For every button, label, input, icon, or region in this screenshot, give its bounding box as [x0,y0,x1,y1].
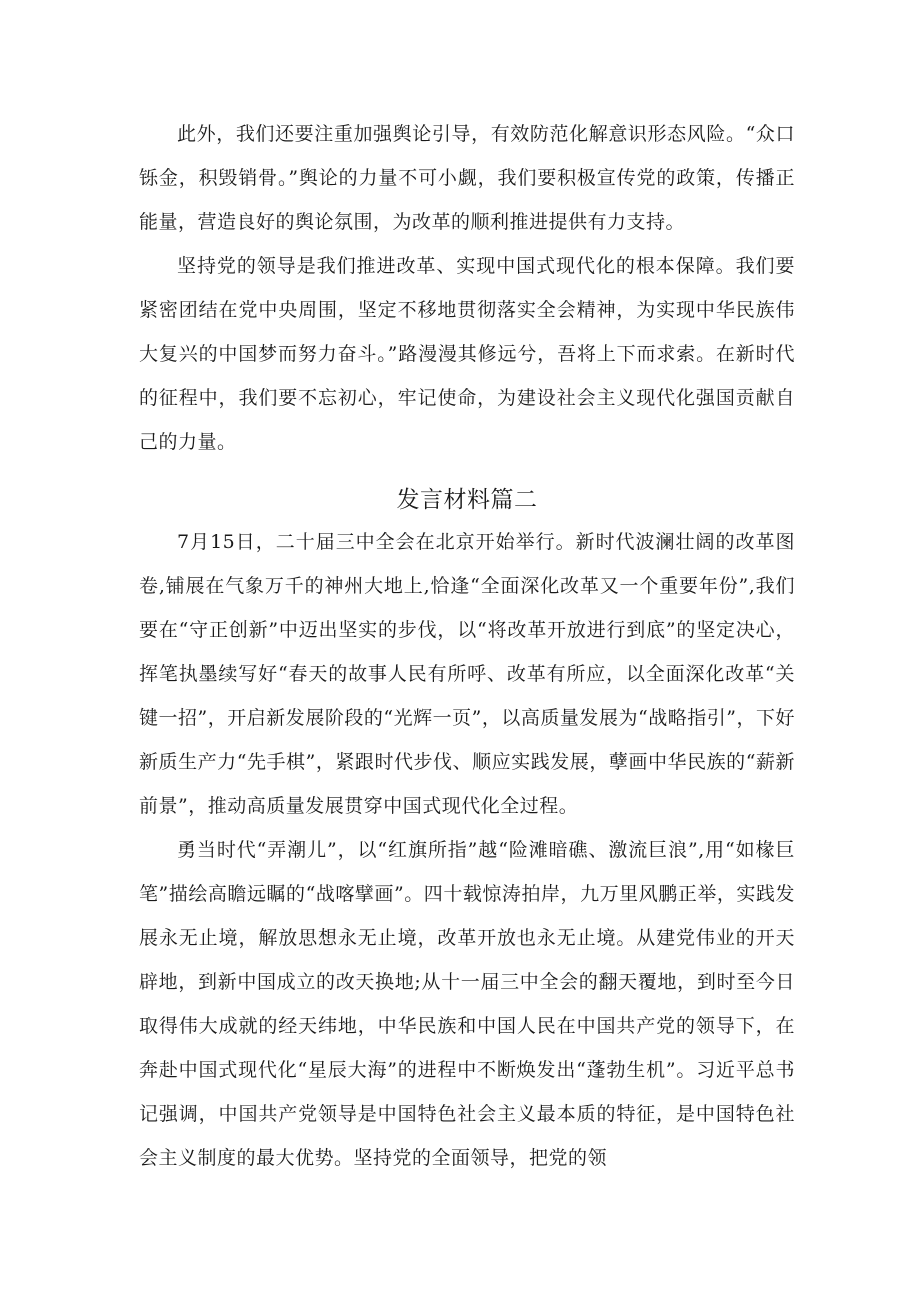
paragraph: 此外，我们还要注重加强舆论引导，有效防范化解意识形态风险。“众口铄金，积毁销骨。”舆论的力量不可小觑，我们要积极宣传党的政策，传播正能量，营造良好的舆论氛围，为改革的顺利推进提供有力支持。 [139,123,795,233]
paragraph: 勇当时代“弄潮儿”，以“红旗所指”越“险滩暗礁、激流巨浪”,用“如椽巨笔”描绘高瞻远瞩的“战喀擘画”。四十载惊涛拍岸，九万里风鹏正举，实践发展永无止境，解放思想永无止境，改革开放也永无止境。从建党伟业的开天辟地，到新中国成立的改天换地;从十一届三中全会的翻天覆地，到时至今日取得伟大成就的经天纬地，中华民族和中国人民在中国共产党的领导下，在奔赴中国式现代化“星辰大海”的进程中不断焕发出“蓬勃生机”。习近平总书记强调，中国共产党领导是中国特色社会主义最本质的特征，是中国特色社会主义制度的最大优势。坚持党的全面领导，把党的领 [139,839,795,1169]
section-heading: 发言材料篇二 [396,487,538,513]
paragraph: 坚持党的领导是我们推进改革、实现中国式现代化的根本保障。我们要紧密团结在党中央周围，坚定不移地贯彻落实全会精神，为实现中华民族伟大复兴的中国梦而努力奋斗。”路漫漫其修远兮，吾将上下而求索。在新时代的征程中，我们要不忘初心，牢记使命，为建设社会主义现代化强国贡献自己的力量。 [139,255,795,453]
paragraph: 7月15日，二十届三中全会在北京开始举行。新时代波澜壮阔的改革图卷,铺展在气象万千的神州大地上,恰逢“全面深化改革又一个重要年份”,我们要在“守正创新”中迈出坚实的步伐，以“将改革开放进行到底”的坚定决心，挥笔执墨续写好“春天的故事人民有所呼、改革有所应，以全面深化改革“关键一招”，开启新发展阶段的“光辉一页”，以高质量发展为“战略指引”，下好新质生产力“先手棋”，紧跟时代步伐、顺应实践发展，孽画中华民族的“薪新前景”，推动高质量发展贯穿中国式现代化全过程。 [139,531,795,817]
